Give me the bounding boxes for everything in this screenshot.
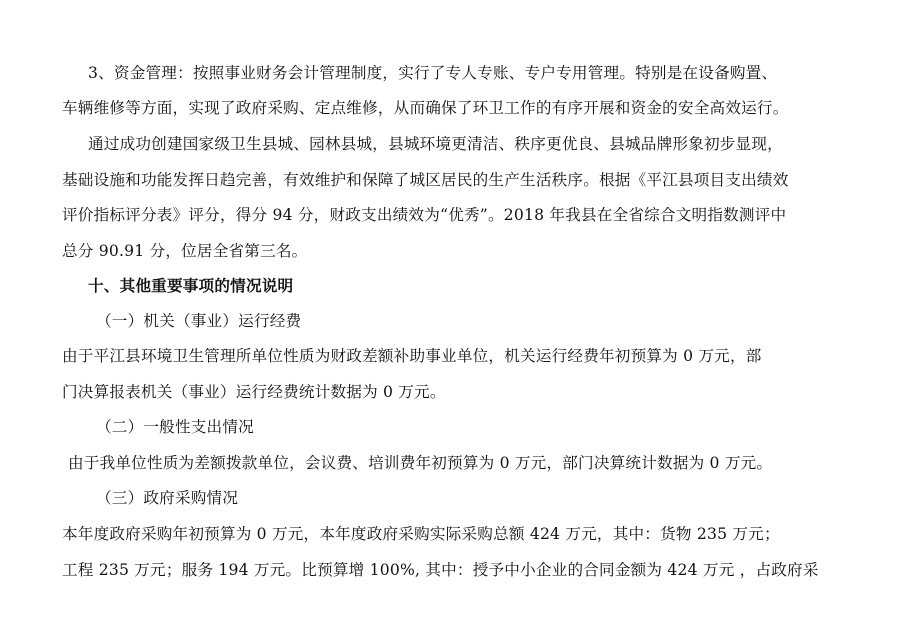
subheading-general-expenditure: （二）一般性支出情况 — [96, 418, 254, 436]
paragraph-government-procurement-line-2: 工程 235 万元；服务 194 万元。比预算增 100%, 其中：授予中小企业的合同金额为 424 万元 ，占政府采 — [62, 561, 819, 579]
paragraph-operating-expenses-line-1: 由于平江县环境卫生管理所单位性质为财政差额补助事业单位，机关运行经费年初预算为 0 万元，部 — [62, 347, 762, 365]
paragraph-fund-management-line-1: 3、资金管理：按照事业财务会计管理制度，实行了专人专账、专户专用管理。特别是在设备购置、 — [88, 64, 778, 82]
paragraph-achievements-line-4: 总分 90.91 分，位居全省第三名。 — [62, 242, 308, 260]
paragraph-achievements-line-1: 通过成功创建国家级卫生县城、园林县城，县城环境更清洁、秩序更优良、县城品牌形象初步显现， — [88, 135, 783, 153]
paragraph-operating-expenses-line-2: 门决算报表机关（事业）运行经费统计数据为 0 万元。 — [62, 383, 446, 401]
paragraph-general-expenditure: 由于我单位性质为差额拨款单位，会议费、培训费年初预算为 0 万元，部门决算统计数据为 0 万元。 — [68, 454, 773, 472]
section-heading-other-matters: 十、其他重要事项的情况说明 — [88, 276, 294, 295]
paragraph-achievements-line-2: 基础设施和功能发挥日趋完善，有效维护和保障了城区居民的生产生活秩序。根据《平江县项目支出绩效 — [62, 171, 789, 189]
paragraph-fund-management-line-2: 车辆维修等方面，实现了政府采购、定点维修，从而确保了环卫工作的有序开展和资金的安全高效运行。 — [62, 99, 789, 117]
paragraph-government-procurement-line-1: 本年度政府采购年初预算为 0 万元，本年度政府采购实际采购总额 424 万元，其中：货物 235 万元； — [62, 525, 780, 543]
subheading-government-procurement: （三）政府采购情况 — [96, 489, 239, 507]
paragraph-achievements-line-3: 评价指标评分表》评分，得分 94 分，财政支出绩效为“优秀”。2018 年我县在全省综合文明指数测评中 — [62, 206, 787, 224]
subheading-operating-expenses: （一）机关（事业）运行经费 — [96, 312, 302, 330]
